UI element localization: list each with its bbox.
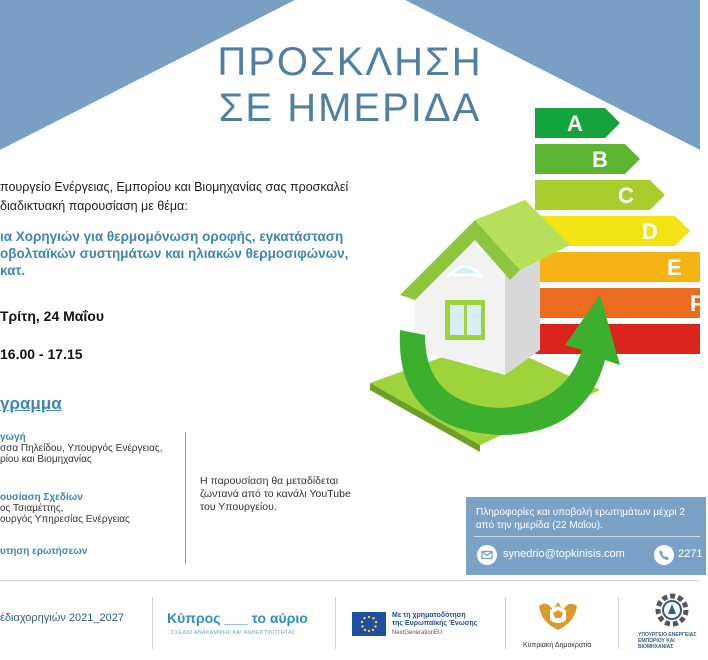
ministry-text: ΥΠΟΥΡΓΕΙΟ ΕΝΕΡΓΕΙΑΣ ΕΜΠΟΡΙΟΥ ΚΑΙ ΒΙΟΜΗΧΑΝΙΑΣ (638, 632, 697, 650)
contact-phone[interactable]: 2271 (678, 548, 703, 560)
program-item-text: ουργός Υπηρεσίας Ενέργειας (0, 514, 130, 525)
program-item (0, 432, 180, 465)
energy-label-a: A (567, 111, 583, 136)
energy-label-f: F (690, 291, 704, 316)
topic-line-2: οβολταϊκών συστημάτων και ηλιακών θερμοσιφώνων, (0, 246, 349, 261)
kypros-logo-subtext: ΣΧΕΔΙΟ ΑΝΑΚΑΜΨΗΣ ΚΑΙ ΑΝΘΕΚΤΙΚΟΤΗΤΑΣ (171, 630, 296, 636)
event-time: 16.00 - 17.15 (0, 346, 83, 362)
energy-label-c: C (618, 183, 634, 208)
program-divider (185, 432, 186, 564)
topic-line-3: κατ. (0, 263, 26, 278)
program-title: γραμμα (0, 394, 62, 413)
live-stream-note (200, 475, 380, 514)
live-note-line-3: του Υπουργείου. (200, 501, 277, 513)
event-date: Τρίτη, 24 Μαΐου (0, 308, 105, 324)
program-item-text: ος Τσιαμέττης, (0, 503, 64, 514)
footer-separator (152, 597, 153, 649)
footer-separator (335, 597, 336, 649)
phone-icon (654, 545, 674, 565)
energy-label-d: D (642, 219, 658, 244)
footer-separator (505, 597, 506, 649)
energy-label-b: B (592, 147, 608, 172)
event-topic (0, 228, 400, 279)
program-item-text: σσα Πηλείδου, Υπουργός Ενέργειας, (0, 443, 163, 454)
program-item-head: γωγή (0, 432, 26, 443)
intro-text (0, 178, 420, 216)
contact-email[interactable]: synedrio@topkinisis.com (503, 548, 625, 560)
eu-line-1: Με τη χρηματοδότηση (392, 612, 466, 619)
eu-funding-text (392, 612, 492, 628)
footer-plan-text: έδιαχορηγιών 2021_2027 (0, 612, 124, 624)
republic-text: Κυπριακή Δημοκρατία (523, 642, 592, 649)
intro-line-1: πουργείο Ενέργειας, Εμπορίου και Βιομηχανίας σας προσκαλεί (0, 180, 349, 194)
page-title-line-1: ΠΡΟΣΚΛΗΣΗ (217, 40, 483, 84)
info-line-2: από την ημερίδα (22 Μαΐου). (476, 520, 603, 531)
kypros-logo-text: Κύπρος ___ το αύριο (167, 610, 308, 626)
footer-separator (618, 597, 619, 649)
program-item (0, 546, 180, 557)
eu-flag-icon (352, 612, 386, 636)
info-divider (474, 536, 700, 537)
eu-nextgen-text: NextGenerationEU (392, 630, 443, 636)
footer-divider (0, 580, 700, 581)
program-item-head: ουσίαση Σχεδίων (0, 492, 83, 503)
live-note-line-1: Η παρουσίαση θα μεταδίδεται (200, 475, 339, 487)
program-item-text: ρίου και Βιομηχανίας (0, 454, 92, 465)
eu-line-2: της Ευρωπαϊκής Ένωσης (392, 620, 478, 627)
live-note-line-2: ζωντανά από το κανάλι YouTube (200, 488, 351, 500)
info-line-1: Πληροφορίες και υποβολή ερωτημάτων μέχρι 2 (476, 507, 685, 518)
page-title-line-2: ΣΕ ΗΜΕΡΙΔΑ (218, 86, 482, 130)
program-item-head: υτηση ερωτήσεων (0, 546, 88, 557)
info-text (476, 506, 706, 532)
energy-label-e: E (667, 255, 682, 280)
program-item (0, 492, 180, 525)
mail-icon (477, 545, 497, 565)
energy-rating-bars (535, 108, 703, 354)
cyprus-coat-of-arms-icon (535, 596, 581, 636)
topic-line-1: ια Χορηγιών για θερμομόνωση οροφής, εγκατάσταση (0, 229, 344, 244)
energy-house-illustration (370, 100, 704, 460)
intro-line-2: διαδικτυακή παρουσίαση με θέμα: (0, 199, 188, 213)
